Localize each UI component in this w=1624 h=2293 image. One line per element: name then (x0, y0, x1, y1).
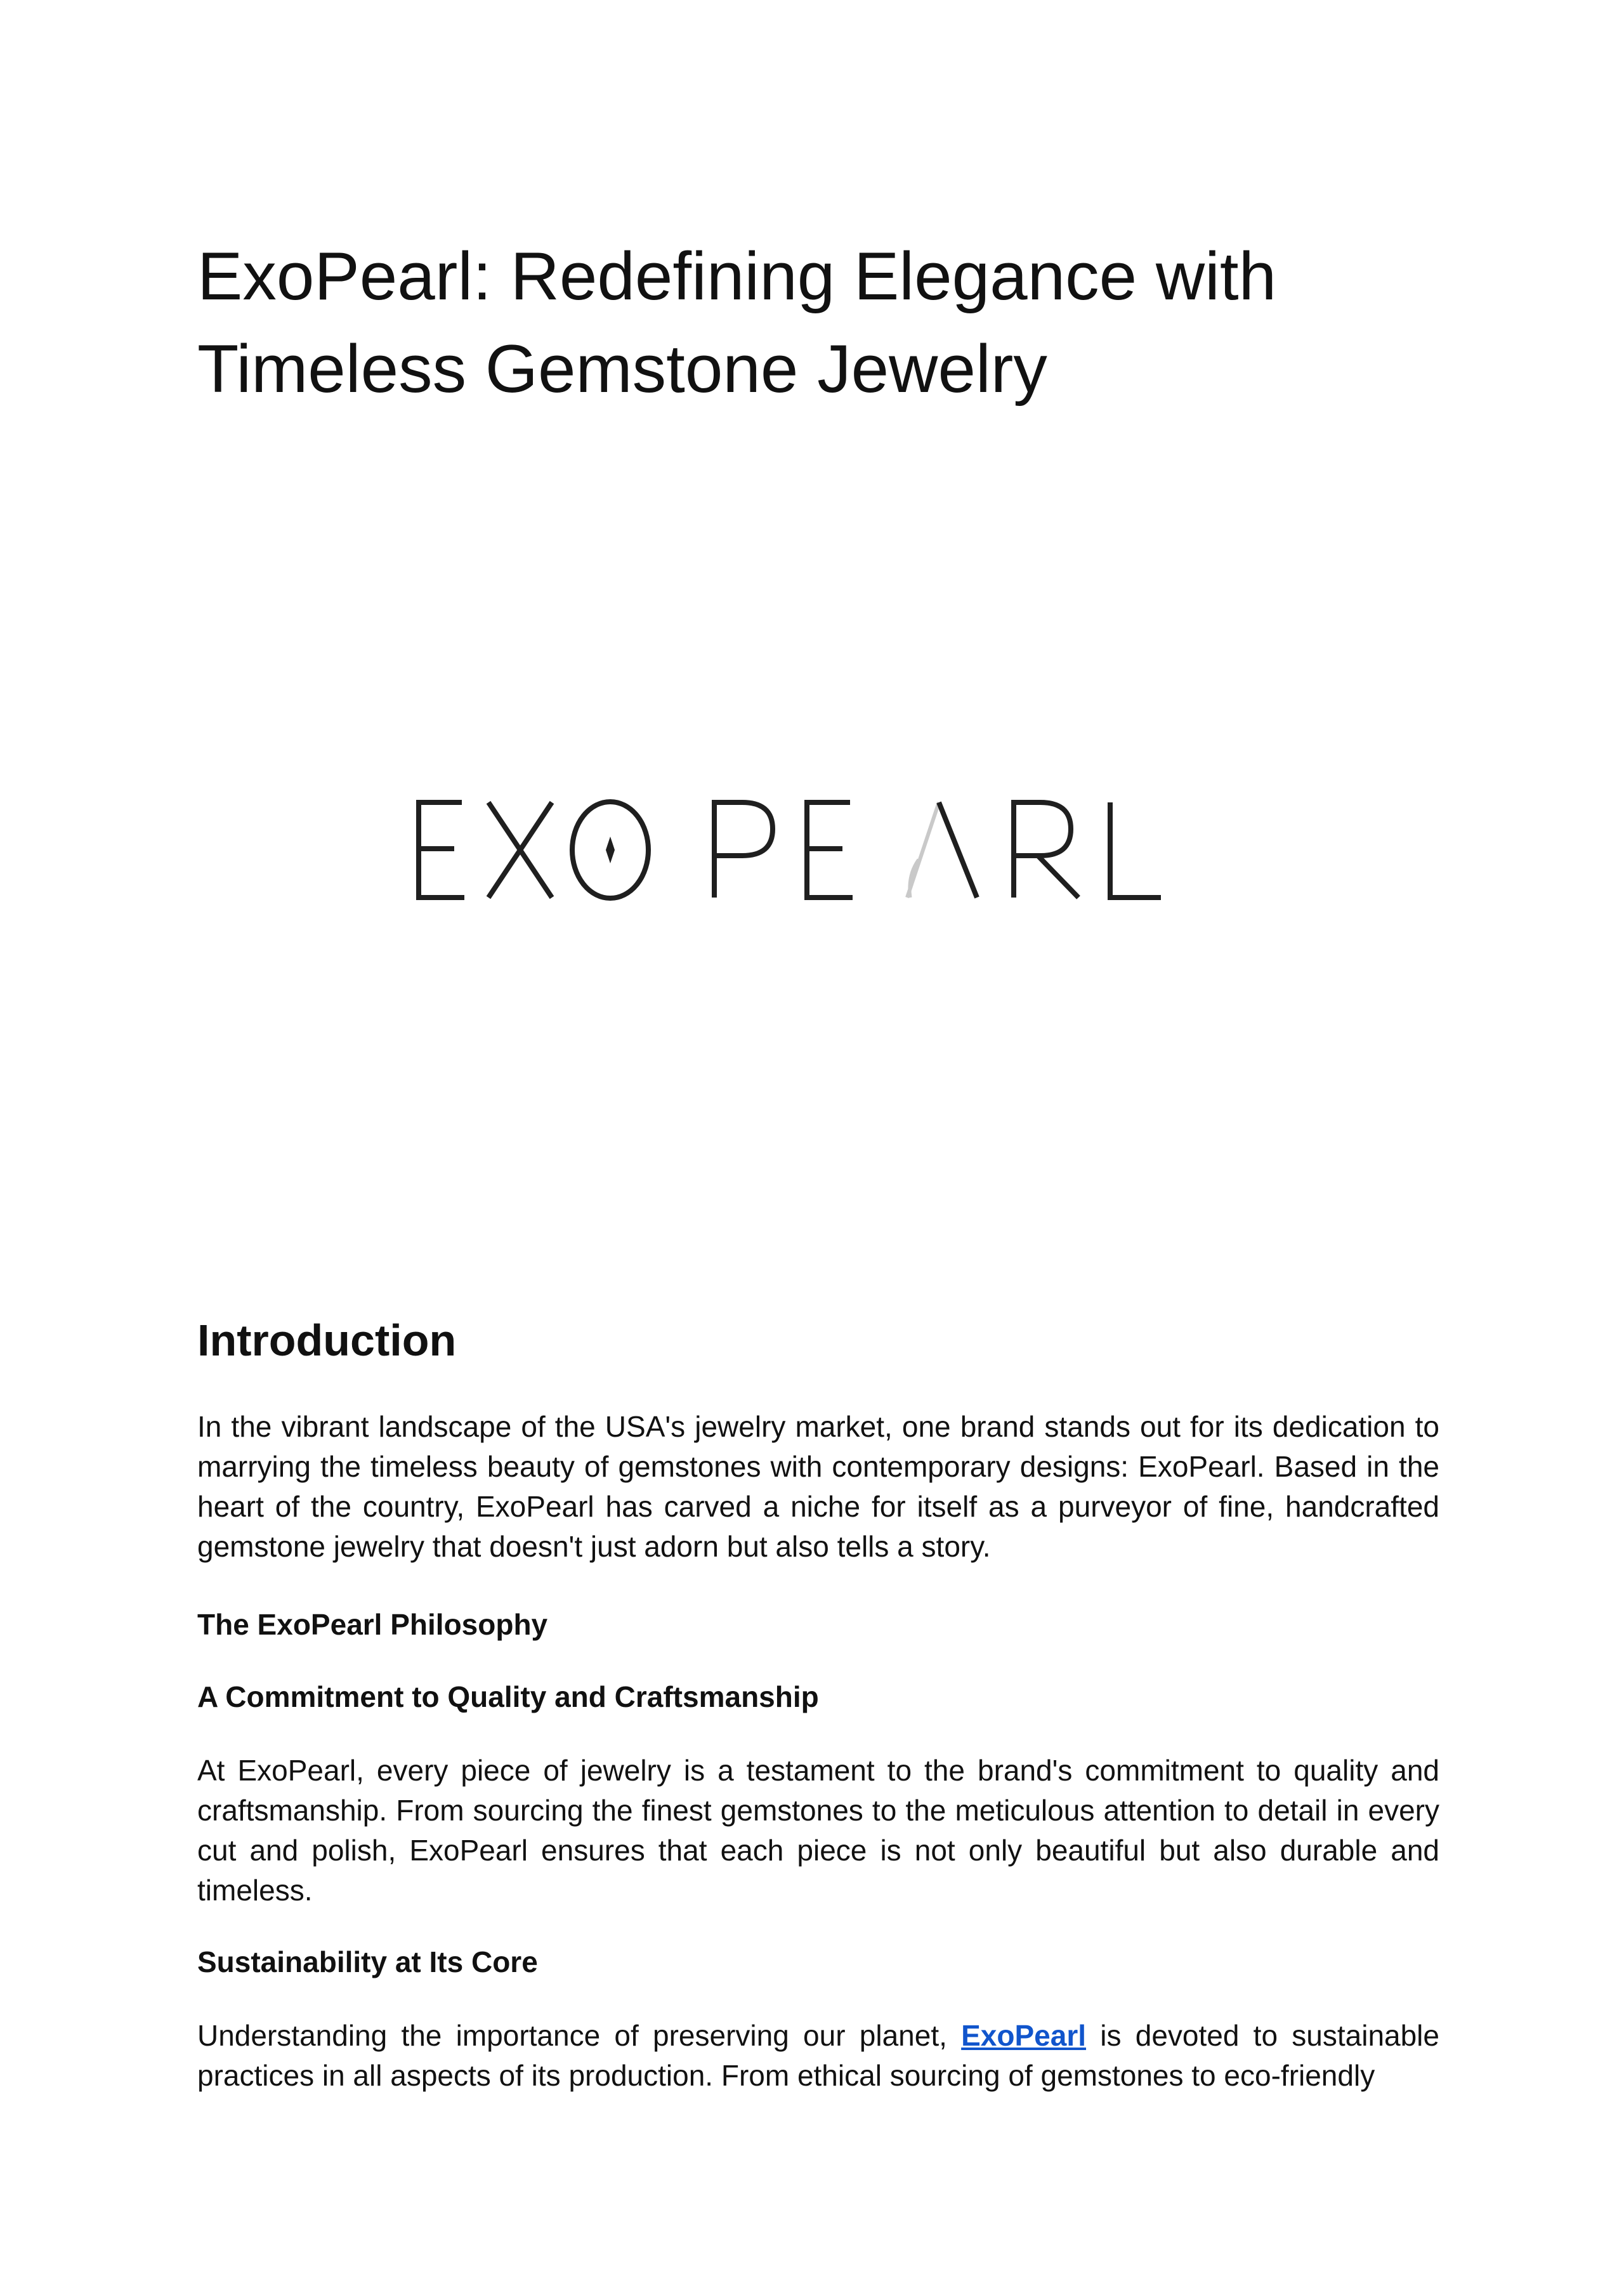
introduction-paragraph: In the vibrant landscape of the USA's jewelry market, one brand stands out for its dedication to marrying the timeless beauty of gemstones with contemporary designs: ExoPearl. Based in the heart of the country, ExoPearl has carved a niche for itself as a purveyor of fine, handcrafted gemstone jewelry that doesn't just adorn but also tells a story. (197, 1410, 1439, 1563)
sustainability-text-before-link: Understanding the importance of preserving our planet, (197, 2019, 962, 2052)
introduction-heading: Introduction (197, 1316, 457, 1365)
exopearl-logo (406, 780, 1224, 920)
philosophy-heading: The ExoPearl Philosophy (197, 1608, 548, 1641)
exopearl-link[interactable]: ExoPearl (961, 2019, 1087, 2052)
sustainability-heading: Sustainability at Its Core (197, 1945, 538, 1978)
sustainability-text-after-link: is devoted to sustainable practices in all aspects of its production. From ethical sourcing of gemstones to eco-friendly (197, 2019, 1439, 2092)
quality-paragraph: At ExoPearl, every piece of jewelry is a testament to the brand's commitment to quality and craftsmanship. From sourcing the finest gemstones to the meticulous attention to detail in every cut and polish, ExoPearl ensures that each piece is not only beautiful but also durable and timeless. (197, 1754, 1439, 1907)
document-title: ExoPearl: Redefining Elegance with Timeless Gemstone Jewelry (197, 238, 1277, 407)
sustainability-paragraph (197, 2016, 1439, 2096)
quality-heading: A Commitment to Quality and Craftsmanship (197, 1680, 819, 1713)
